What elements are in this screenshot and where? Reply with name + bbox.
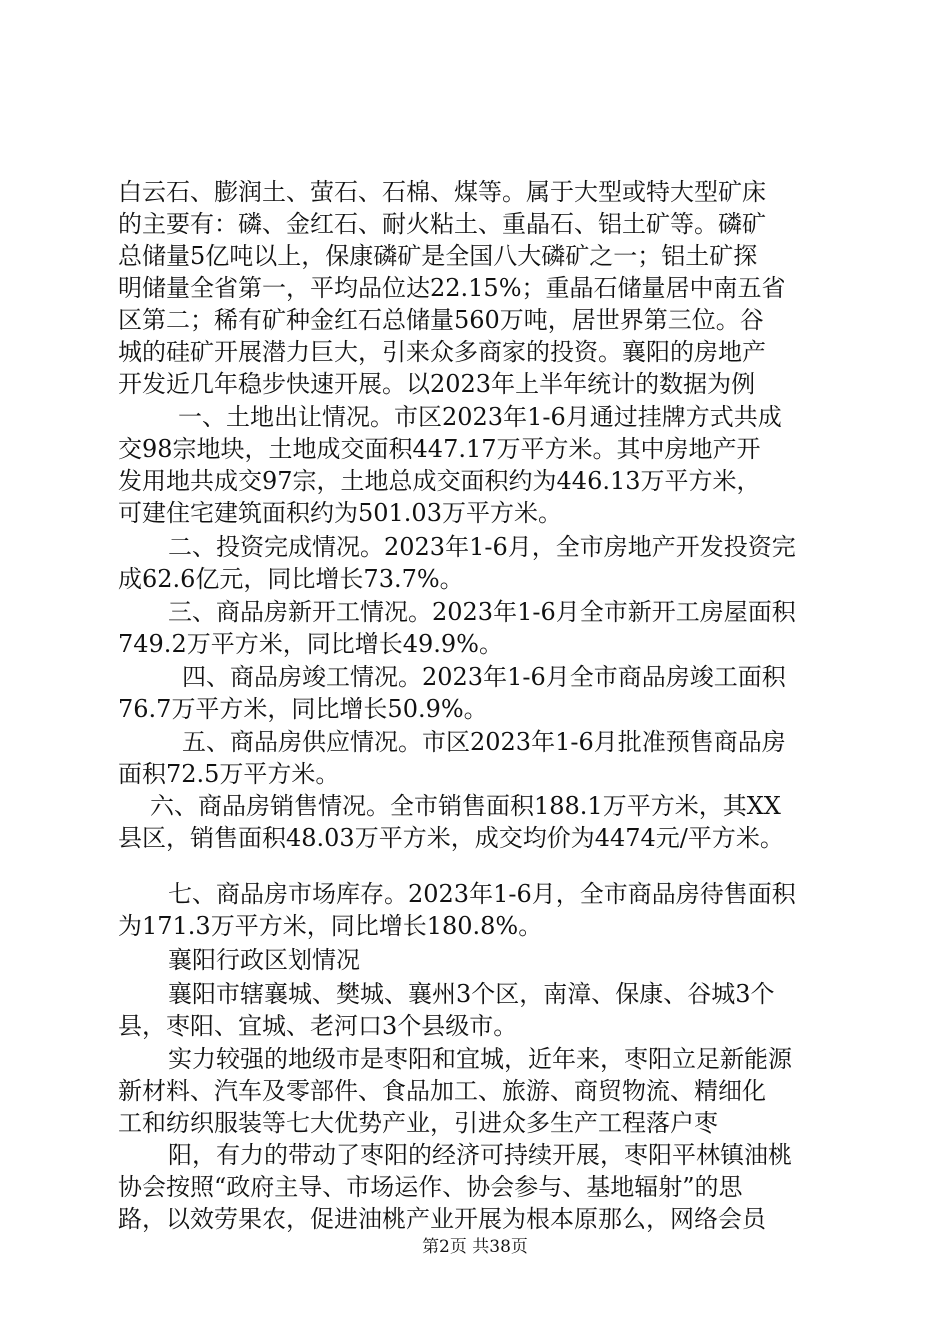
paragraph-line: 协会按照“政府主导、市场运作、协会参与、基地辐射”的思: [118, 1173, 743, 1201]
paragraph-line: 阳，有力的带动了枣阳的经济可持续开展，枣阳平林镇油桃: [168, 1141, 792, 1169]
paragraph-line: 为171.3万平方米，同比增长180.8%。: [118, 912, 543, 940]
paragraph-line: 一、土地出让情况。市区2023年1-6月通过挂牌方式共成: [178, 403, 782, 431]
page-number-footer: 第2页 共38页: [422, 1237, 528, 1257]
paragraph-line: 四、商品房竣工情况。2023年1-6月全市商品房竣工面积: [182, 663, 786, 691]
paragraph-line: 749.2万平方米，同比增长49.9%。: [118, 630, 503, 658]
paragraph-line: 开发近几年稳步快速开展。以2023年上半年统计的数据为例: [118, 370, 756, 398]
paragraph-line: 成62.6亿元，同比增长73.7%。: [118, 565, 464, 593]
section-heading: 襄阳行政区划情况: [168, 946, 360, 974]
paragraph-line: 工和纺织服装等七大优势产业，引进众多生产工程落户枣: [118, 1109, 718, 1137]
paragraph-line: 的主要有：磷、金红石、耐火粘土、重晶石、铝土矿等。磷矿: [118, 210, 766, 238]
paragraph-line: 白云石、膨润土、萤石、石棉、煤等。属于大型或特大型矿床: [118, 178, 766, 206]
paragraph-line: 三、商品房新开工情况。2023年1-6月全市新开工房屋面积: [168, 598, 796, 626]
paragraph-line: 76.7万平方米，同比增长50.9%。: [118, 695, 488, 723]
paragraph-line: 六、商品房销售情况。全市销售面积188.1万平方米，其XX: [150, 792, 781, 820]
paragraph-line: 县，枣阳、宜城、老河口3个县级市。: [118, 1012, 518, 1040]
paragraph-line: 新材料、汽车及零部件、食品加工、旅游、商贸物流、精细化: [118, 1077, 766, 1105]
paragraph-line: 路，以效劳果农，促进油桃产业开展为根本原那么，网络会员: [118, 1205, 766, 1233]
paragraph-line: 二、投资完成情况。2023年1-6月，全市房地产开发投资完: [168, 533, 796, 561]
paragraph-line: 城的硅矿开展潜力巨大，引来众多商家的投资。襄阳的房地产: [118, 338, 766, 366]
paragraph-line: 交98宗地块，土地成交面积447.17万平方米。其中房地产开: [118, 435, 761, 463]
paragraph-line: 明储量全省第一，平均品位达22.15%；重晶石储量居中南五省: [118, 274, 786, 302]
paragraph-line: 总储量5亿吨以上，保康磷矿是全国八大磷矿之一；铝土矿探: [118, 242, 758, 270]
paragraph-line: 实力较强的地级市是枣阳和宜城，近年来，枣阳立足新能源: [168, 1045, 792, 1073]
paragraph-line: 襄阳市辖襄城、樊城、襄州3个区，南漳、保康、谷城3个: [168, 980, 775, 1008]
paragraph-line: 面积72.5万平方米。: [118, 760, 340, 788]
paragraph-line: 县区，销售面积48.03万平方米，成交均价为4474元/平方米。: [118, 824, 784, 852]
paragraph-line: 五、商品房供应情况。市区2023年1-6月批准预售商品房: [182, 728, 786, 756]
paragraph-line: 可建住宅建筑面积约为501.03万平方米。: [118, 499, 562, 527]
paragraph-line: 发用地共成交97宗，土地总成交面积约为446.13万平方米，: [118, 467, 761, 495]
paragraph-line: 七、商品房市场库存。2023年1-6月，全市商品房待售面积: [168, 880, 796, 908]
paragraph-line: 区第二；稀有矿种金红石总储量560万吨，居世界第三位。谷: [118, 306, 764, 334]
